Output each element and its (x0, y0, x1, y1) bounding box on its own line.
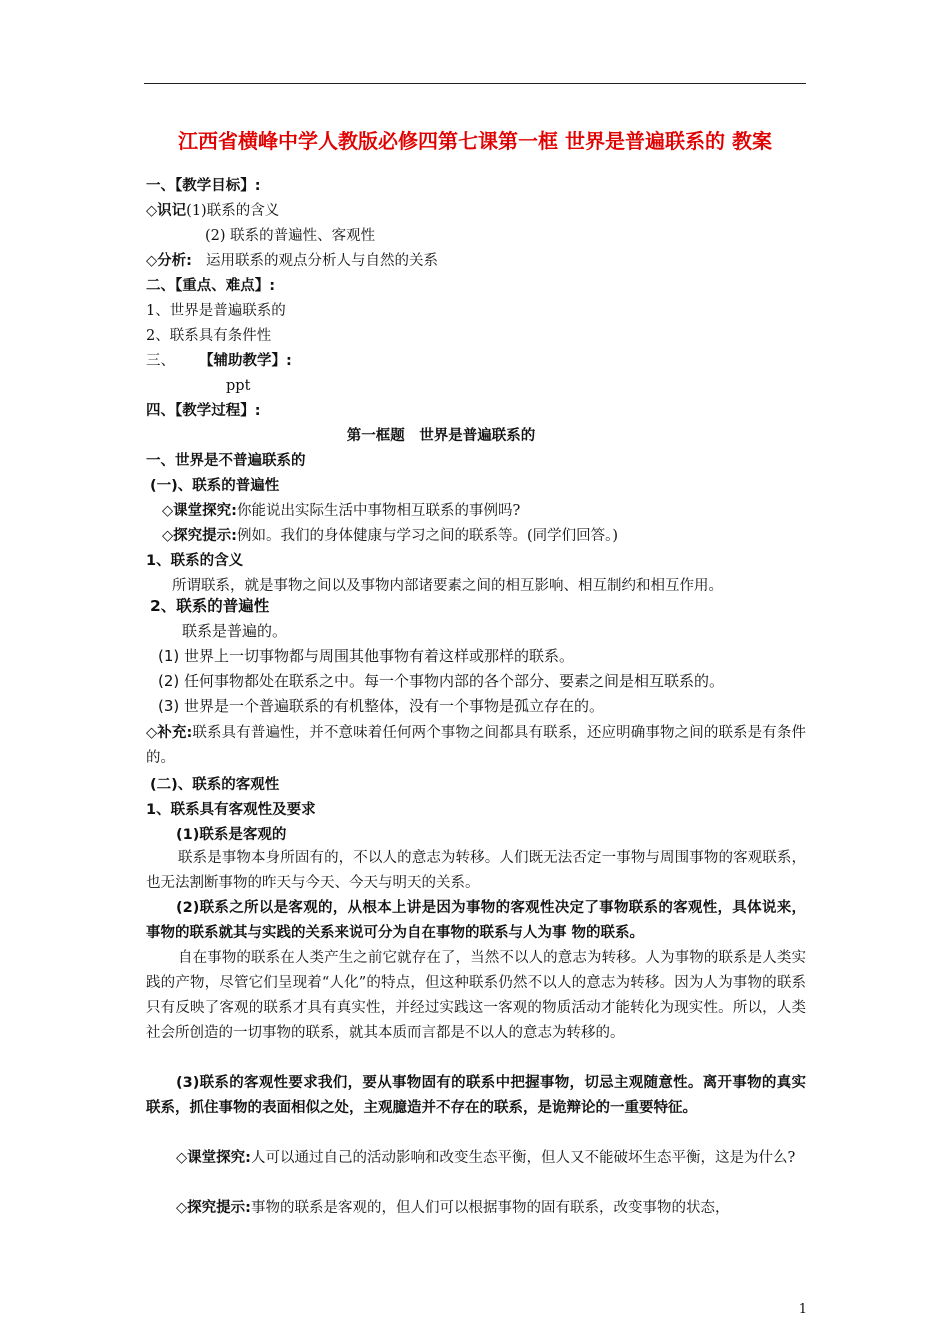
hint-row-1 (162, 526, 618, 546)
goal-analysis-label: ◇分析: (146, 253, 192, 269)
supplement-text: 联系具有普遍性，并不意味着任何两个事物之间都具有联系，还应明确事物之间的联系是有条件的。 (146, 725, 807, 766)
goal-recall-text: (1)联系的含义 (186, 203, 280, 219)
hint-label-2: ◇探究提示: (176, 1200, 251, 1216)
keypoint-item-1: 1、世界是普遍联系的 (146, 303, 286, 319)
point1-title: (1)联系是客观的 (176, 827, 287, 843)
goal-recall-item-2: (2) 联系的普遍性、客观性 (205, 228, 376, 244)
goal-recall-label: ◇识记 (146, 203, 187, 219)
aids-number: 三、 (146, 353, 175, 369)
hint-text-2: 事物的联系是客观的，但人们可以根据事物的固有联系，改变事物的状态， (250, 1200, 730, 1216)
supplement-paragraph (146, 721, 806, 771)
goal-analysis-text: 运用联系的观点分析人与自然的关系 (205, 253, 438, 269)
section-heading-process: 四、【教学过程】: (146, 403, 261, 419)
explore-text-2: 人可以通过自己的活动影响和改变生态平衡，但人又不能破坏生态平衡，这是为什么? (250, 1150, 796, 1166)
hint-text-1: 例如。我们的身体健康与学习之间的联系等。(同学们回答。) (236, 528, 619, 544)
subheading-universality: (一)、联系的普遍性 (150, 478, 280, 494)
subheading-objectivity: (二)、联系的客观性 (150, 777, 280, 793)
explore-paragraph-2 (146, 1146, 806, 1171)
heading-universality: 2、联系的普遍性 (150, 597, 270, 615)
page-number: 1 (798, 1302, 807, 1317)
universality-point-3: (3) 世界是一个普遍联系的有机整体，没有一个事物是孤立存在的。 (158, 697, 605, 715)
supplement-label: ◇补充: (146, 725, 193, 741)
section-heading-keypoints: 二、【重点、难点】: (146, 278, 276, 294)
point2-bold: (2)联系之所以是客观的，从根本上讲是因为事物的客观性决定了事物联系的客观性，具体说来，事物的联系就其与实践的关系来说可分为自在事物的联系与人为事 物的联系。 (146, 900, 806, 941)
universality-point-1: (1) 世界上一切事物都与周围其他事物有着这样或那样的联系。 (158, 647, 575, 665)
explore-label-1: ◇课堂探究: (162, 503, 237, 519)
lesson-subtitle: 第一框题 世界是普遍联系的 (346, 428, 536, 444)
aids-value: ppt (226, 378, 251, 394)
universality-intro: 联系是普遍的。 (182, 622, 288, 640)
heading-meaning: 1、联系的含义 (146, 553, 244, 569)
hint-paragraph-2 (146, 1196, 806, 1221)
point1-text: 联系是事物本身所固有的，不以人的意志为转移。人们既无法否定一事物与周围事物的客观联系，也无法割断事物的昨天与今天、今天与明天的关系。 (146, 850, 806, 891)
point2-text: 自在事物的联系在人类产生之前它就存在了，当然不以人的意志为转移。人为事物的联系是人类实践的产物，尽管它们呈现着“人化”的特点，但这种联系仍然不以人的意志为转移。因为人为事物的联系只有反映了客观的联系才具有真实性，并经过实践这一客观的物质活动才能转化为现实性。所以，人类社会所创造的一切事物的联系，就其本质而言都是不以人的意志为转移的。 (146, 950, 806, 1041)
meaning-text: 所谓联系，就是事物之间以及事物内部诸要素之间的相互影响、相互制约和相互作用。 (172, 578, 723, 594)
aids-heading: 【辅助教学】: (199, 353, 292, 369)
section-heading-aids (146, 351, 292, 371)
universality-point-2: (2) 任何事物都处在联系之中。每一个事物内部的各个部分、要素之间是相互联系的。 (158, 672, 725, 690)
hint-label-1: ◇探究提示: (162, 528, 237, 544)
heading-objectivity: 1、联系具有客观性及要求 (146, 802, 316, 818)
section-heading-goals: 一、【教学目标】: (146, 178, 261, 194)
keypoint-item-2: 2、联系具有条件性 (146, 328, 272, 344)
goal-analysis-row (146, 251, 438, 271)
explore-label-2: ◇课堂探究: (176, 1150, 251, 1166)
part1-heading: 一、世界是不普遍联系的 (146, 453, 306, 469)
explore-text-1: 你能说出实际生活中事物相互联系的事例吗? (236, 503, 521, 519)
explore-row-1 (162, 501, 520, 521)
goal-recall-row (146, 201, 279, 221)
document-title: 江西省横峰中学人教版必修四第七课第一框 世界是普遍联系的 教案 (178, 129, 772, 153)
header-rule (144, 83, 806, 84)
point3-bold: (3)联系的客观性要求我们，要从事物固有的联系中把握事物，切忌主观随意性。离开事物的真实联系，抓住事物的表面相似之处，主观臆造并不存在的联系，是诡辩论的一重要特征。 (146, 1075, 806, 1116)
